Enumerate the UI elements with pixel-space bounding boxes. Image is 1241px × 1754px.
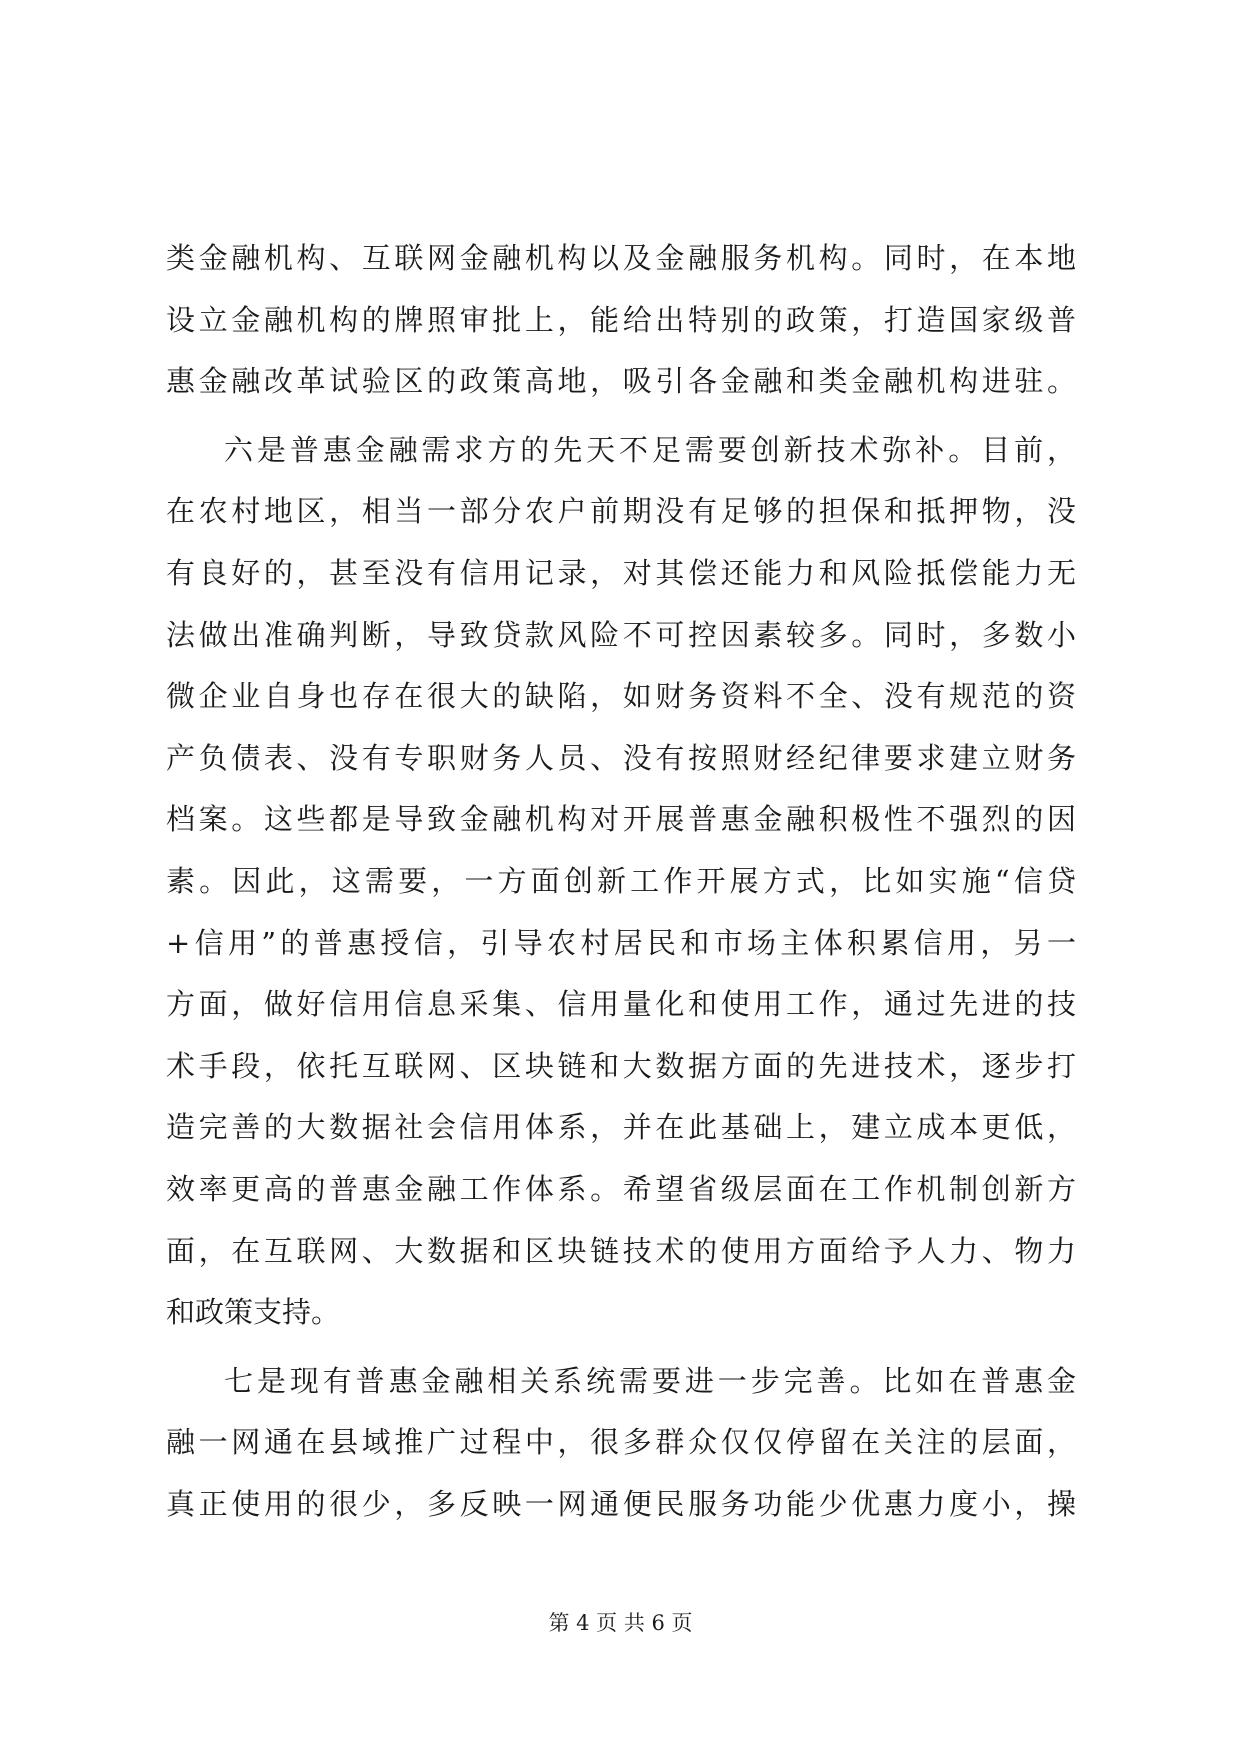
text-line: 真正使用的很少，多反映一网通便民服务功能少优惠力度小，操 — [166, 1486, 1076, 1521]
text-line: 类金融机构、互联网金融机构以及金融服务机构。同时，在本地 — [166, 241, 1076, 275]
text-line: 融一网通在县域推广过程中，很多群众仅仅停留在关注的层面， — [166, 1425, 1076, 1460]
page-number-footer: 第 4 页 共 6 页 — [548, 1611, 693, 1635]
text-line: 档案。这些都是导致金融机构对开展普惠金融积极性不强烈的因 — [166, 802, 1076, 837]
text-line: 在农村地区，相当一部分农户前期没有足够的担保和抵押物，没 — [166, 494, 1076, 529]
text-line: +信用”的普惠授信，引导农村居民和市场主体积累信用，另一 — [166, 925, 1076, 960]
text-line: 七是现有普惠金融相关系统需要进一步完善。比如在普惠金 — [224, 1363, 1076, 1398]
text-line: 效率更高的普惠金融工作体系。希望省级层面在工作机制创新方 — [166, 1171, 1076, 1206]
text-line: 惠金融改革试验区的政策高地，吸引各金融和类金融机构进驻。 — [166, 364, 1076, 399]
paragraph-continuation — [166, 228, 1076, 413]
text-line: 法做出准确判断，导致贷款风险不可控因素较多。同时，多数小 — [166, 617, 1076, 652]
text-line: 术手段，依托互联网、区块链和大数据方面的先进技术，逐步打 — [166, 1048, 1076, 1083]
paragraph-six — [166, 420, 1076, 1344]
text-line: 和政策支持。 — [166, 1295, 341, 1330]
text-line: 产负债表、没有专职财务人员、没有按照财经纪律要求建立财务 — [166, 740, 1076, 775]
document-body — [166, 228, 1076, 1535]
text-line: 设立金融机构的牌照审批上，能给出特别的政策，打造国家级普 — [166, 302, 1076, 337]
text-line: 面，在互联网、大数据和区块链技术的使用方面给予人力、物力 — [166, 1233, 1076, 1268]
text-line: 有良好的，甚至没有信用记录，对其偿还能力和风险抵偿能力无 — [166, 555, 1076, 590]
text-line: 微企业自身也存在很大的缺陷，如财务资料不全、没有规范的资 — [166, 679, 1076, 714]
text-line: 造完善的大数据社会信用体系，并在此基础上，建立成本更低， — [166, 1110, 1076, 1145]
text-line: 方面，做好信用信息采集、信用量化和使用工作，通过先进的技 — [166, 987, 1076, 1022]
text-line: 六是普惠金融需求方的先天不足需要创新技术弥补。目前， — [224, 432, 1076, 467]
text-line: 素。因此，这需要，一方面创新工作开展方式，比如实施“信贷 — [166, 863, 1076, 898]
paragraph-seven — [166, 1351, 1076, 1536]
